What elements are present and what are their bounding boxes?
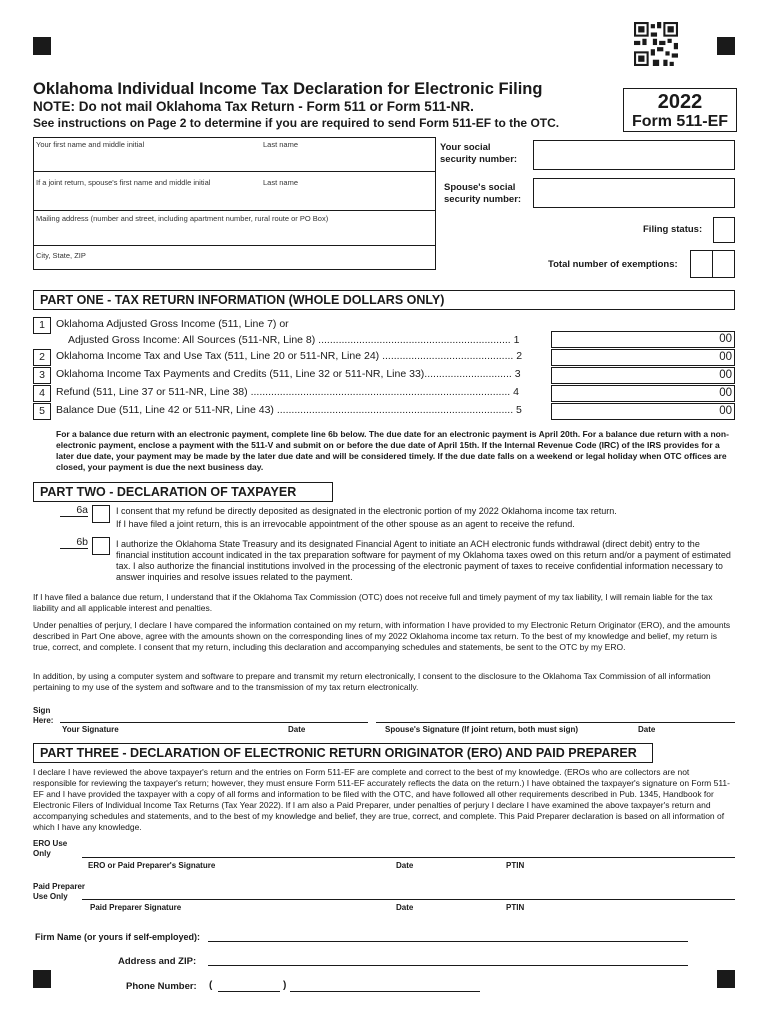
- ssn-label: Your social security number:: [440, 142, 518, 165]
- line-1-text-a: Oklahoma Adjusted Gross Income (511, Line 7) or: [56, 318, 289, 330]
- filing-status-label: Filing status:: [643, 224, 703, 235]
- address-zip-label: Address and ZIP:: [118, 956, 197, 967]
- ero-date-line[interactable]: [392, 857, 500, 858]
- preparer-signature-line[interactable]: [82, 899, 392, 900]
- spouse-ssn-input[interactable]: [533, 178, 735, 208]
- line-2-text: Oklahoma Income Tax and Use Tax (511, Line 20 or 511-NR, Line 24) ............................................. 2: [56, 350, 523, 362]
- line-number: 3: [33, 367, 51, 384]
- first-name-field[interactable]: Your first name and middle initial: [36, 140, 145, 149]
- balance-due-notice: For a balance due return with an electronic payment, complete line 6b below. The due date for an electronic payment is April 20th. For a balance due return with a non-electronic payment, enclose a payment with the 511-V and submit on or before the due date of April 15th. If the Internal Revenue Code (IRC) of the IRS provides for a later due date, your payment may be made by the later due date and will be considered timely. If the due date falls on a weekend or legal holiday when OTC offices are closed, your payment is due the next business day.: [56, 429, 729, 472]
- form-title: Oklahoma Individual Income Tax Declaration for Electronic Filing: [33, 80, 543, 98]
- date-label: Date: [638, 725, 656, 734]
- registration-mark-icon: [33, 970, 51, 988]
- line-6b-text: I authorize the Oklahoma State Treasury and its designated Financial Agent to initiate an ACH electronic funds withdrawal (direct debit) entry to the financial institution account indicated in the tax preparation software for payment of my Oklahoma taxes owed on this return and/or a payment of estimated tax. I also authorize the financial institutions involved in the processing of the electronic payment of taxes to receive confidential information necessary to answer inquiries and resolve issues related to the payment.: [116, 539, 731, 582]
- form-instructions: See instructions on Page 2 to determine if you are required to send Form 511-EF to the OTC.: [33, 116, 560, 130]
- city-state-zip-field[interactable]: City, State, ZIP: [36, 251, 86, 260]
- registration-mark-icon: [33, 37, 51, 55]
- ero-signature-line[interactable]: [82, 857, 392, 858]
- phone-open-paren: (: [209, 980, 213, 991]
- ssn-input[interactable]: [533, 140, 735, 170]
- line-1-text-b: Adjusted Gross Income: All Sources (511-NR, Line 8) .................................................................. 1: [68, 334, 520, 346]
- line-number: 2: [33, 349, 51, 366]
- line-number: 5: [33, 403, 51, 420]
- ero-ptin-label: PTIN: [506, 861, 525, 870]
- direct-deposit-checkbox[interactable]: [92, 505, 110, 523]
- phone-number-label: Phone Number:: [126, 981, 197, 992]
- form-note: NOTE: Do not mail Oklahoma Tax Return - Form 511 or Form 511-NR.: [33, 99, 474, 114]
- line-number: 4: [33, 385, 51, 402]
- form-number: Form 511-EF: [631, 113, 729, 130]
- paid-preparer-use-only-label: Paid Preparer Use Only: [33, 882, 86, 901]
- line-6b-label: 6b: [60, 536, 88, 549]
- taxpayer-signature-line[interactable]: [60, 722, 368, 723]
- perjury-statement: Under penalties of perjury, I declare I have compared the information contained on my return, with information I have provided to my Electronic Return Originator (ERO), and the amounts described in Part One above, agree with the amounts shown on the corresponding lines of my 2022 Oklahoma income tax return. To the best of my knowledge and belief, my return is true, correct, and complete. I consent that my return, including this declaration and accompanying schedules and statements, be sent to the OTC by my ERO.: [33, 620, 731, 652]
- preparer-date-line[interactable]: [392, 899, 500, 900]
- part-one-heading: PART ONE - TAX RETURN INFORMATION (WHOLE DOLLARS ONLY): [33, 290, 735, 310]
- ero-date-label: Date: [396, 861, 414, 870]
- line-4-text: Refund (511, Line 37 or 511-NR, Line 38) ......................................................................................... 4: [56, 386, 519, 398]
- line-2-amount[interactable]: 00: [551, 349, 735, 366]
- line-6a-text-1: I consent that my refund be directly deposited as designated in the electronic portion of my 2022 Oklahoma income tax return.: [116, 506, 617, 516]
- line-5-amount[interactable]: 00: [551, 403, 735, 420]
- ero-signature-label: ERO or Paid Preparer's Signature: [88, 861, 216, 870]
- line-1-amount[interactable]: 00: [551, 331, 735, 348]
- line-3-amount[interactable]: 00: [551, 367, 735, 384]
- sign-here-label: Sign Here:: [33, 706, 54, 725]
- line-6a-label: 6a: [60, 504, 88, 517]
- phone-number-input[interactable]: [290, 980, 480, 992]
- mailing-address-field[interactable]: Mailing address (number and street, including apartment number, rural route or PO Box): [36, 214, 329, 223]
- part-two-heading: PART TWO - DECLARATION OF TAXPAYER: [33, 482, 333, 502]
- consent-statement: In addition, by using a computer system and software to prepare and transmit my return electronically, I consent to the disclosure to the Oklahoma Tax Commission of all information pertaining to my use of the system and software and to the transmission of my tax return electronically.: [33, 671, 711, 692]
- firm-name-input[interactable]: [208, 931, 688, 942]
- spouse-signature-label: Spouse's Signature (If joint return, both must sign): [385, 725, 579, 734]
- phone-area-code-input[interactable]: [218, 980, 280, 992]
- line-6a-text-2: If I have filed a joint return, this is an irrevocable appointment of the other spouse as an agent to receive the refund.: [116, 519, 575, 529]
- line-number: 1: [33, 317, 51, 334]
- part-three-heading: PART THREE - DECLARATION OF ELECTRONIC RETURN ORIGINATOR (ERO) AND PAID PREPARER: [33, 743, 653, 763]
- phone-close-paren: ): [283, 980, 287, 991]
- spouse-signature-line[interactable]: [376, 722, 735, 723]
- taxpayer-info-box: [33, 137, 436, 270]
- ero-use-only-label: ERO Use Only: [33, 839, 68, 858]
- spouse-ssn-label: Spouse's social security number:: [444, 182, 522, 205]
- ero-ptin-line[interactable]: [500, 857, 735, 858]
- ach-authorization-checkbox[interactable]: [92, 537, 110, 555]
- line-5-text: Balance Due (511, Line 42 or 511-NR, Line 43) ................................................................................. 5: [56, 404, 522, 416]
- your-signature-label: Your Signature: [62, 725, 119, 734]
- line-4-amount[interactable]: 00: [551, 385, 735, 402]
- line-3-text: Oklahoma Income Tax Payments and Credits (511, Line 32 or 511-NR, Line 33).............................. 3: [56, 368, 521, 380]
- form-year-box: [623, 88, 737, 132]
- preparer-date-label: Date: [396, 903, 414, 912]
- preparer-signature-label: Paid Preparer Signature: [90, 903, 182, 912]
- spouse-last-name-field[interactable]: Last name: [263, 178, 299, 187]
- last-name-field[interactable]: Last name: [263, 140, 299, 149]
- spouse-first-name-field[interactable]: If a joint return, spouse's first name and middle initial: [36, 178, 211, 187]
- registration-mark-icon: [717, 970, 735, 988]
- preparer-ptin-label: PTIN: [506, 903, 525, 912]
- qr-code-icon: [634, 22, 678, 66]
- tax-year: 2022: [657, 91, 703, 113]
- preparer-ptin-line[interactable]: [500, 899, 735, 900]
- registration-mark-icon: [717, 37, 735, 55]
- firm-name-label: Firm Name (or yours if self-employed):: [35, 932, 201, 942]
- address-zip-input[interactable]: [208, 955, 688, 966]
- filing-status-input[interactable]: [713, 217, 735, 243]
- date-label: Date: [288, 725, 306, 734]
- balance-due-statement: If I have filed a balance due return, I understand that if the Oklahoma Tax Commission (OTC) does not receive full and timely payment of my tax liability, I will remain liable for the tax liability and all applicable interest and penalties.: [33, 592, 713, 613]
- ero-declaration: I declare I have reviewed the above taxpayer's return and the entries on Form 511-EF are complete and correct to the best of my knowledge. (EROs who are collectors are not responsible for reviewing the taxpayer's return; however, they must ensure Form 511-EF accurately reflects the data on the return.) I have obtained the taxpayer's signature on Form 511-EF and I have provided the taxpayer with a copy of all forms and information to be filed with the OTC, and have followed all other requirements described in Pub. 1345, Handbook for Electronic Filers of Individual Income Tax Returns (Tax Year 2022). If I am also a Paid Preparer, under penalties of perjury I declare I have examined the above taxpayer's return and accompanying schedules and statements, and to the best of my knowledge and belief, they are true, correct, and complete. This Paid Preparer declaration is based on all information of which I have any knowledge.: [33, 767, 730, 832]
- exemptions-label: Total number of exemptions:: [548, 259, 678, 270]
